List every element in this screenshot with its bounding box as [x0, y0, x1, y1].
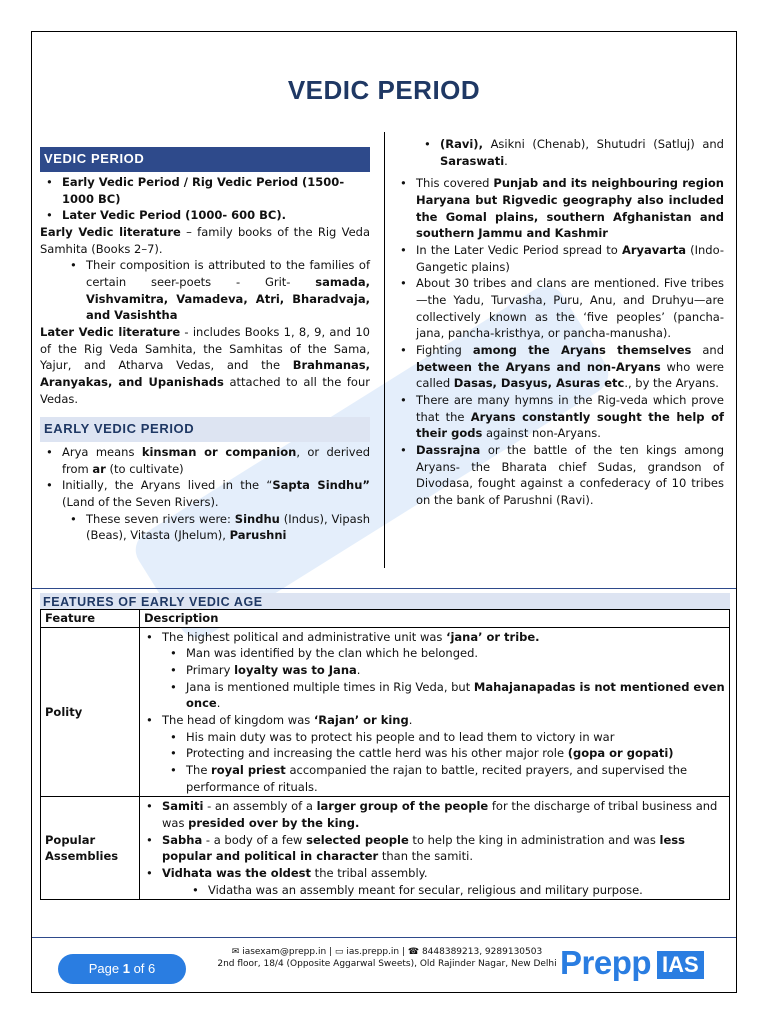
email-link[interactable]: iasexam@prepp.in | — [242, 947, 335, 957]
list-item: • Vidatha was an assembly meant for secular, religious and military purpose. — [140, 882, 727, 899]
features-table — [40, 609, 730, 900]
logo-prepp: Prepp — [560, 944, 652, 982]
list-item: • These seven rivers were: Sindhu (Indus), Vipash (Beas), Vitasta (Jhelum), Parushni — [40, 511, 370, 544]
list-item: • This covered Punjab and its neighbouring region Haryana but Rigvedic geography also included the Gomal plains, southern Afghanistan and southern Jammu and Kashmir — [394, 175, 724, 242]
list-item: • Sabha - a body of a few selected people to help the king in administration and was less popular and political in character than the samiti. — [140, 832, 727, 865]
document-page — [31, 31, 737, 993]
list-item: • Jana is mentioned multiple times in Rig Veda, but Mahajanapadas is not mentioned even once. — [140, 679, 727, 712]
list-item: • Vidhata was the oldest the tribal assembly. — [140, 865, 727, 882]
right-column — [394, 136, 724, 509]
table-heading: FEATURES OF EARLY VEDIC AGE — [40, 593, 730, 611]
list-item: • Fighting among the Aryans themselves and between the Aryans and non-Aryans who were called Dasas, Dasyus, Asuras etc., by the Aryans. — [394, 342, 724, 392]
website-link[interactable]: ias.prepp.in — [346, 947, 400, 957]
section-heading-early-vedic: EARLY VEDIC PERIOD — [40, 417, 370, 442]
phone-numbers: | ☎ 8448389213, 9289130503 — [399, 947, 543, 957]
list-item: • The royal priest accompanied the rajan to battle, recited prayers, and supervised the performance of rituals. — [140, 762, 727, 795]
list-item: • Their composition is attributed to the families of certain seer-poets - Grit- samada, Vishvamitra, Vamadeva, Atri, Bharadvaja, and Vasishtha — [40, 257, 370, 324]
description-polity — [140, 627, 730, 797]
feature-popular-assemblies: Popular Assemblies — [41, 797, 140, 900]
left-column — [40, 145, 370, 544]
footer-divider — [32, 937, 736, 938]
list-item: • His main duty was to protect his people and to lead them to victory in war — [140, 729, 727, 746]
page-indicator: Page 1 of 6 — [58, 954, 186, 984]
list-item: • Man was identified by the clan which he belonged. — [140, 645, 727, 662]
list-item: • The head of kingdom was ‘Rajan’ or king. — [140, 712, 727, 729]
section-heading-vedic-period: VEDIC PERIOD — [40, 147, 370, 172]
contact-info — [217, 946, 557, 970]
logo-ias: IAS — [657, 951, 704, 979]
later-vedic-literature: Later Vedic literature - includes Books 1, 8, 9, and 10 of the Rig Veda Samhita, the Samhitas of the Sama, Yajur, and Atharva Vedas, and the Brahmanas, Aranyakas, and Upanishads attached to all the four Vedas. — [40, 324, 370, 406]
early-vedic-literature: Early Vedic literature – family books of the Rig Veda Samhita (Books 2–7). — [40, 224, 370, 256]
section-divider — [32, 588, 736, 589]
email-icon: ✉ — [231, 947, 240, 957]
list-item-continued: • (Ravi), Asikni (Chenab), Shutudri (Satluj) and Saraswati. — [394, 136, 724, 169]
table-row — [41, 627, 730, 797]
description-assemblies — [140, 797, 730, 900]
feature-polity: Polity — [41, 627, 140, 797]
list-item: • Initially, the Aryans lived in the “Sapta Sindhu” (Land of the Seven Rivers). — [40, 477, 370, 510]
table-row — [41, 797, 730, 900]
column-divider — [384, 132, 385, 568]
website-icon: ▭ — [334, 947, 344, 957]
list-item: • In the Later Vedic Period spread to Aryavarta (Indo-Gangetic plains) — [394, 242, 724, 275]
prepp-ias-logo — [560, 946, 704, 980]
list-item: • Protecting and increasing the cattle herd was his other major role (gopa or gopati) — [140, 745, 727, 762]
page-title: VEDIC PERIOD — [287, 75, 481, 105]
list-item: • Dassrajna or the battle of the ten kings among Aryans- the Bharata chief Sudas, grandson of Divodasa, fought against a confederacy of 10 tribes on the bank of Parushni (Ravi). — [394, 442, 724, 509]
list-item: • Arya means kinsman or companion, or derived from ar (to cultivate) — [40, 444, 370, 477]
list-item: • Later Vedic Period (1000- 600 BC). — [40, 207, 370, 224]
list-item: • There are many hymns in the Rig-veda which prove that the Aryans constantly sought the help of their gods against non-Aryans. — [394, 392, 724, 442]
list-item: • Early Vedic Period / Rig Vedic Period (1500-1000 BC) — [40, 174, 370, 207]
vedic-period-list — [40, 174, 370, 224]
column-header-description: Description — [140, 610, 730, 628]
table-header-row — [41, 610, 730, 628]
address: 2nd floor, 18/4 (Opposite Aggarwal Sweets), Old Rajinder Nagar, New Delhi — [217, 959, 557, 970]
list-item: • About 30 tribes and clans are mentioned. Five tribes—the Yadu, Turvasha, Puru, Anu, and Druhyu—are collectively known as the ‘five peoples’ (pancha-jana, pancha-kristhya, or pancha-manusha). — [394, 275, 724, 342]
list-item: • Samiti - an assembly of a larger group of the people for the discharge of tribal business and was presided over by the king. — [140, 798, 727, 831]
early-vedic-list — [40, 444, 370, 544]
list-item: • Primary loyalty was to Jana. — [140, 662, 727, 679]
geography-list — [394, 175, 724, 508]
column-header-feature: Feature — [41, 610, 140, 628]
list-item: • The highest political and administrative unit was ‘jana’ or tribe. — [140, 629, 727, 646]
